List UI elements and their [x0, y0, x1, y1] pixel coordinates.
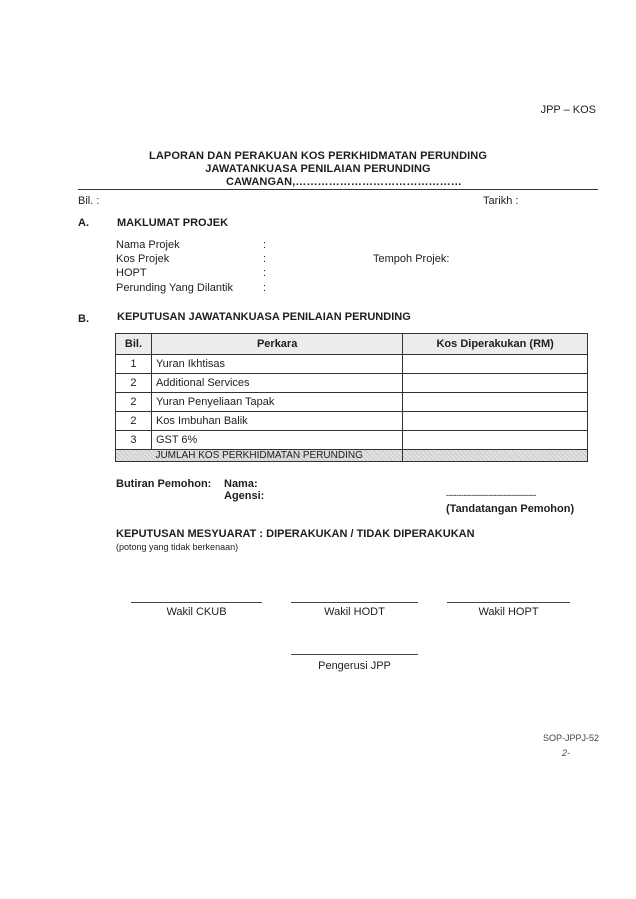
signature-line: ------------------------------------ — [446, 490, 536, 500]
colon: : — [263, 282, 267, 294]
tempoh-projek-label: Tempoh Projek: — [373, 253, 450, 265]
butiran-pemohon-label: Butiran Pemohon: — [116, 478, 212, 490]
report-title: LAPORAN DAN PERAKUAN KOS PERKHIDMATAN PERUNDING — [149, 150, 487, 162]
row-bil: 2 — [116, 393, 152, 412]
row-kos — [403, 431, 588, 450]
wakil-ckub-label: Wakil CKUB — [166, 606, 227, 618]
row-kos — [403, 355, 588, 374]
nama-projek-label: Nama Projek — [116, 239, 180, 251]
nama-label: Nama: — [224, 478, 258, 490]
table-row — [116, 412, 588, 431]
total-kos — [403, 450, 588, 462]
sop-code-stamp: SOP-JPPJ-52 — [543, 733, 600, 743]
kos-projek-label: Kos Projek — [116, 253, 170, 265]
tarikh-label: Tarikh : — [483, 195, 519, 207]
row-kos — [403, 412, 588, 431]
row-perkara: GST 6% — [151, 431, 402, 450]
header-kos: Kos Diperakukan (RM) — [403, 334, 588, 355]
section-b-title: KEPUTUSAN JAWATANKUASA PENILAIAN PERUNDING — [117, 311, 411, 323]
section-a-letter: A. — [78, 217, 89, 229]
wakil-hopt-label: Wakil HOPT — [478, 606, 539, 618]
row-kos — [403, 393, 588, 412]
agensi-label: Agensi: — [224, 490, 265, 502]
section-b-letter: B. — [78, 313, 89, 325]
hopt-signature-line — [447, 602, 570, 603]
row-bil: 1 — [116, 355, 152, 374]
row-bil: 3 — [116, 431, 152, 450]
table-row — [116, 355, 588, 374]
ckub-signature-line — [131, 602, 262, 603]
hodt-signature-line — [291, 602, 418, 603]
colon: : — [263, 267, 267, 279]
hopt-label: HOPT — [116, 267, 147, 279]
table-row — [116, 374, 588, 393]
colon: : — [263, 239, 267, 251]
tandatangan-label: (Tandatangan Pemohon) — [446, 503, 575, 515]
table-row — [116, 431, 588, 450]
row-perkara: Additional Services — [151, 374, 402, 393]
table-header-row — [116, 334, 588, 355]
row-perkara: Kos Imbuhan Balik — [151, 412, 402, 431]
row-bil: 2 — [116, 374, 152, 393]
total-row — [116, 450, 588, 462]
wakil-hodt-label: Wakil HODT — [324, 606, 385, 618]
table-row — [116, 393, 588, 412]
total-label: JUMLAH KOS PERKHIDMATAN PERUNDING — [116, 450, 403, 462]
row-kos — [403, 374, 588, 393]
cost-table — [115, 333, 588, 462]
perunding-label: Perunding Yang Dilantik — [116, 282, 234, 294]
row-bil: 2 — [116, 412, 152, 431]
bil-label: Bil. : — [78, 195, 100, 207]
header-perkara: Perkara — [151, 334, 402, 355]
row-perkara: Yuran Ikhtisas — [151, 355, 402, 374]
colon: : — [263, 253, 267, 265]
document-code: JPP – KOS — [540, 104, 596, 116]
committee-title: JAWATANKUASA PENILAIAN PERUNDING — [205, 163, 431, 175]
pengerusi-signature-line — [291, 654, 418, 655]
section-a-title: MAKLUMAT PROJEK — [117, 217, 229, 229]
header-bil: Bil. — [116, 334, 152, 355]
pengerusi-jpp-label: Pengerusi JPP — [318, 660, 391, 672]
decision-title: KEPUTUSAN MESYUARAT : DIPERAKUKAN / TIDAK DIPERAKUKAN — [116, 528, 475, 540]
header-divider — [78, 189, 598, 190]
page-mark-stamp: 2- — [562, 748, 571, 758]
branch-line: CAWANGAN,……………………………………… — [226, 176, 462, 188]
row-perkara: Yuran Penyeliaan Tapak — [151, 393, 402, 412]
decision-note: (potong yang tidak berkenaan) — [116, 542, 239, 552]
